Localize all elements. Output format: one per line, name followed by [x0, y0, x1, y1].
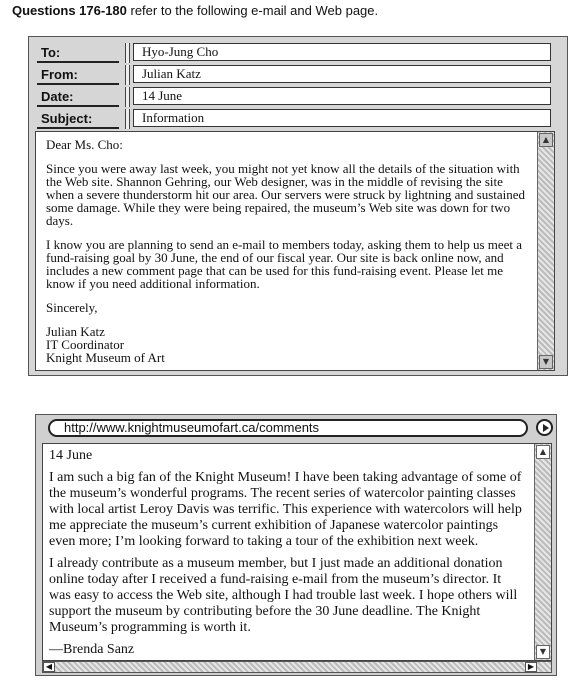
- comment-paragraph-2: I already contribute as a museum member, but I just made an additional donation online today after I received a fund-raising e-mail from the museum’s director. It was easy to access the Web site, although I had trouble last week. I hope others will support the museum by contributing before the 30 June deadline. The Knight Museum’s programming is worth it.: [49, 556, 518, 635]
- scroll-down-icon[interactable]: ▼: [539, 355, 553, 369]
- scroll-right-icon[interactable]: ▶: [525, 662, 537, 672]
- to-label: To:: [37, 43, 119, 63]
- field-divider: [125, 87, 130, 107]
- from-label: From:: [37, 65, 119, 85]
- email-window: [28, 36, 568, 376]
- comment-date: 14 June: [49, 448, 93, 463]
- email-from-row: [37, 65, 557, 85]
- scroll-up-icon[interactable]: ▲: [539, 133, 553, 147]
- comment-paragraph-1: I am such a big fan of the Knight Museum! I have been taking advantage of some of the museum’s wonderful programs. The recent series of watercolor painting classes with local artist Leroy Davis was terrific. This experience with watercolors will help me appreciate the museum’s current exhibition of Japanese watercolor paintings even more; I’m looking forward to taking a tour of the exhibition next week.: [49, 470, 522, 549]
- signature-name: Julian Katz: [46, 324, 105, 339]
- question-instructions: refer to the following e-mail and Web page.: [126, 3, 379, 18]
- question-range: Questions 176-180: [12, 3, 127, 18]
- email-paragraph-2: I know you are planning to send an e-mail to members today, asking them to help us meet a fund-raising goal by 30 June, the end of our fiscal year. Our site is back online now, and includes a new comment page that can be used for this fund-raising event. Please let me know if you need additional information.: [46, 237, 523, 291]
- signature-organization: Knight Museum of Art: [46, 350, 165, 365]
- to-field[interactable]: Hyo-Jung Cho: [133, 43, 551, 61]
- subject-label: Subject:: [37, 109, 119, 129]
- date-field[interactable]: 14 June: [133, 87, 551, 105]
- email-closing: Sincerely,: [46, 300, 98, 315]
- from-field[interactable]: Julian Katz: [133, 65, 551, 83]
- email-to-row: [37, 43, 557, 63]
- email-date-row: [37, 87, 557, 107]
- signature-title: IT Coordinator: [46, 337, 125, 352]
- scroll-left-icon[interactable]: ◀: [43, 662, 55, 672]
- question-heading: [12, 3, 378, 18]
- email-subject-row: [37, 109, 557, 129]
- email-paragraph-1: Since you were away last week, you might not yet know all the details of the situation with the Web site. Shannon Gehring, our Web designer, was in the middle of revising the site when a severe thunderstorm hit our area. Our servers were struck by lightning and sustained some damage. While they were being repaired, the museum’s Web site was down for two days.: [46, 161, 526, 228]
- subject-field[interactable]: Information: [133, 109, 551, 127]
- field-divider: [125, 109, 130, 129]
- field-divider: [125, 65, 130, 85]
- page-vertical-scrollbar[interactable]: [534, 444, 551, 660]
- browser-window: [35, 414, 557, 676]
- date-label: Date:: [37, 87, 119, 107]
- go-arrow-icon[interactable]: [536, 419, 553, 436]
- scroll-up-icon[interactable]: ▲: [536, 445, 550, 459]
- scroll-down-icon[interactable]: ▼: [536, 645, 550, 659]
- page-horizontal-scrollbar[interactable]: [42, 661, 552, 673]
- url-bar[interactable]: http://www.knightmuseumofart.ca/comments: [48, 419, 528, 437]
- email-signature: [46, 325, 528, 364]
- email-body[interactable]: [35, 131, 555, 371]
- email-greeting: Dear Ms. Cho:: [46, 137, 123, 152]
- email-vertical-scrollbar[interactable]: [537, 132, 554, 370]
- field-divider: [125, 43, 130, 63]
- web-page-content[interactable]: [42, 443, 552, 661]
- comment-signoff: —Brenda Sanz: [49, 642, 135, 657]
